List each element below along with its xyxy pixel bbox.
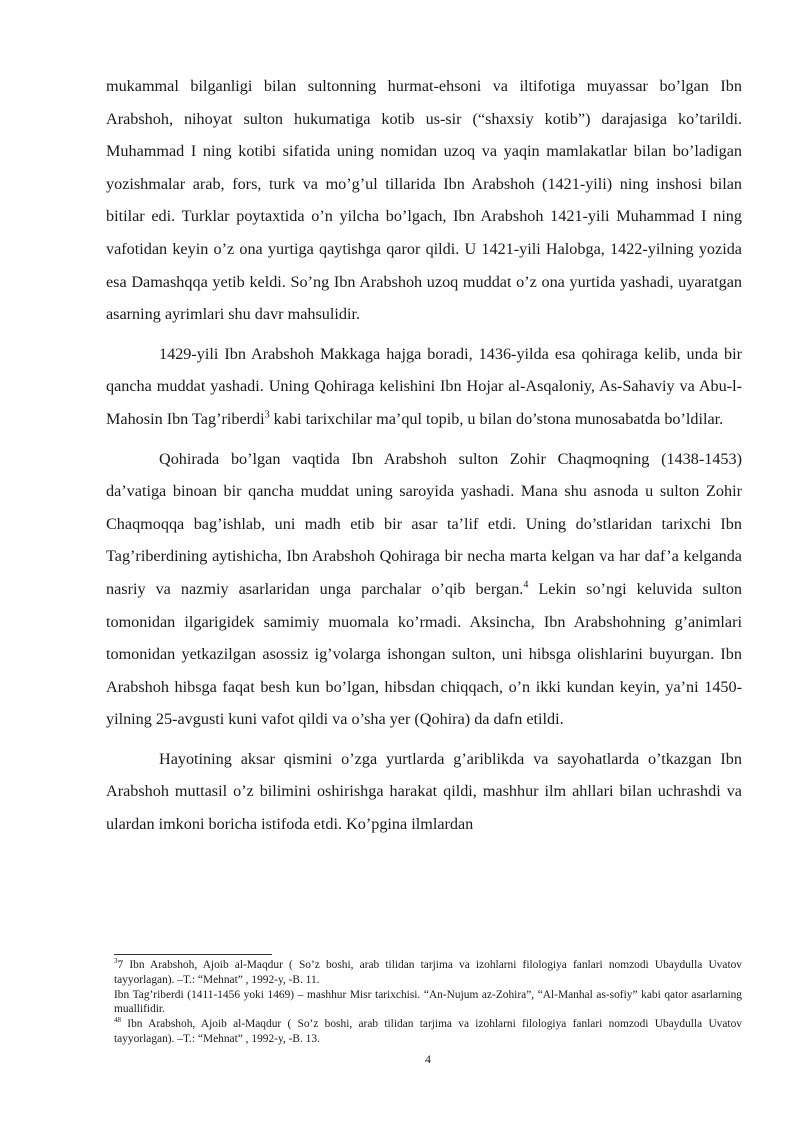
paragraph-1: mukammal bilganligi bilan sultonning hurmat-ehsoni va iltifotiga muyassar bo’lgan Ibn Arabshoh, nihoyat sulton hukumatiga kotib us-sir (“shaxsiy kotib”) darajasiga ko’tarildi. Muhammad I ning kotibi sifatida uning nomidan uzoq va yaqin mamlakatlar bilan bo’ladigan yozishmalar arab, fors, turk va mo’g’ul tillarida Ibn Arabshoh (1421-yili) ning inshosi bilan bitilar edi. Turklar poytaxtida o’n yilcha bo’lgach, Ibn Arabshoh 1421-yili Muhammad I ning vafotidan keyin o’z ona yurtiga qaytishga qaror qildi. U 1421-yili Halobga, 1422-yilning yozida esa Damashqqa yetib keldi. So’ng Ibn Arabshoh uzoq muddat o’z ona yurtida yashadi, uyaratgan asarning ayrimlari shu davr mahsulidir. [106, 77, 742, 324]
footnote-separator [114, 954, 272, 955]
footnote-1 [114, 958, 742, 988]
paragraph-2 [106, 338, 742, 436]
paragraph-4: Hayotining aksar qismini o’zga yurtlarda g’ariblikda va sayohatlarda o’tkazgan Ibn Arabshoh muttasil o’z bilimini oshirishga harakat qildi, mashhur ilm ahllari bilan uchrashdi va ulardan imkoni boricha istifoda etdi. Ko’pgina ilmlardan [106, 749, 742, 834]
footnote-2: Ibn Tag’riberdi (1411-1456 yoki 1469) – mashhur Misr tarixchisi. “An-Nujum az-Zohira”, “Al-Manhal as-sofiy” kabi qator asarlarning muallifidir. [114, 988, 742, 1016]
footnote-ref-3[interactable]: 3 [264, 409, 270, 421]
paragraph-3 [106, 443, 742, 736]
body-text [106, 70, 742, 841]
footnote-ref-4[interactable]: 4 [523, 579, 529, 591]
footnote-1-text: 7 Ibn Arabshoh, Ajoib al-Maqdur ( So’z boshi, arab tilidan tarjima va izohlarni filologiya fanlari nomzodi Ubaydulla Uvatov tayyorlagan). –T.: “Mehnat” , 1992-y, -B. 11. [114, 959, 742, 986]
paragraph-3-text-b: Lekin so’ngi keluvida sulton tomonidan ilgarigidek samimiy muomala ko’rmadi. Aksincha, Ibn Arabshohning g’animlari tomonidan yetkazilgan asossiz ig’volarga ishongan sulton, uni hibsga olishlarini buyurgan. Ibn Arabshoh hibsga faqat besh kun bo’lgan, hibsdan chiqqach, o’n ikki kundan keyin, ya’ni 1450-yilning 25-avgusti kuni vafot qildi va o’sha yer (Qohira) da dafn etildi. [106, 579, 743, 729]
footnote-3 [114, 1017, 742, 1047]
paragraph-2-text-a: 1429-yili Ibn Arabshoh Makkaga hajga boradi, 1436-yilda esa qohiraga kelib, unda bir qancha muddat yashadi. Uning Qohiraga kelishini Ibn Hojar al-Asqaloniy, As-Sahaviy va Abu-l-Mahosin Ibn Tag’riberdi [106, 344, 742, 428]
footnote-3-text: Ibn Arabshoh, Ajoib al-Maqdur ( So’z boshi, arab tilidan tarjima va izohlarni filologiya fanlari nomzodi Ubaydulla Uvatov tayyorlagan). –T.: “Mehnat” , 1992-y, -B. 13. [114, 1018, 742, 1045]
paragraph-2-text-b: kabi tarixchilar ma’qul topib, u bilan do’stona munosabatda bo’ldilar. [269, 409, 724, 428]
footnote-3-mark: 48 [114, 1016, 121, 1025]
page-number: 4 [425, 1052, 431, 1066]
footnotes [114, 958, 742, 1047]
footnote-1-mark: 3 [114, 957, 118, 966]
paragraph-3-text-a: Qohirada bo’lgan vaqtida Ibn Arabshoh sulton Zohir Chaqmoqning (1438-1453) da’vatiga binoan bir qancha muddat uning saroyida yashadi. Mana shu asnoda u sulton Zohir Chaqmoqqa bag’ishlab, uni madh etib bir asar ta’lif etdi. Uning do’stlaridan tarixchi Ibn Tag’riberdining aytishicha, Ibn Arabshoh Qohiraga bir necha marta kelgan va har daf’a kelganda nasriy va nazmiy asarlaridan unga parchalar o’qib bergan. [106, 449, 742, 598]
